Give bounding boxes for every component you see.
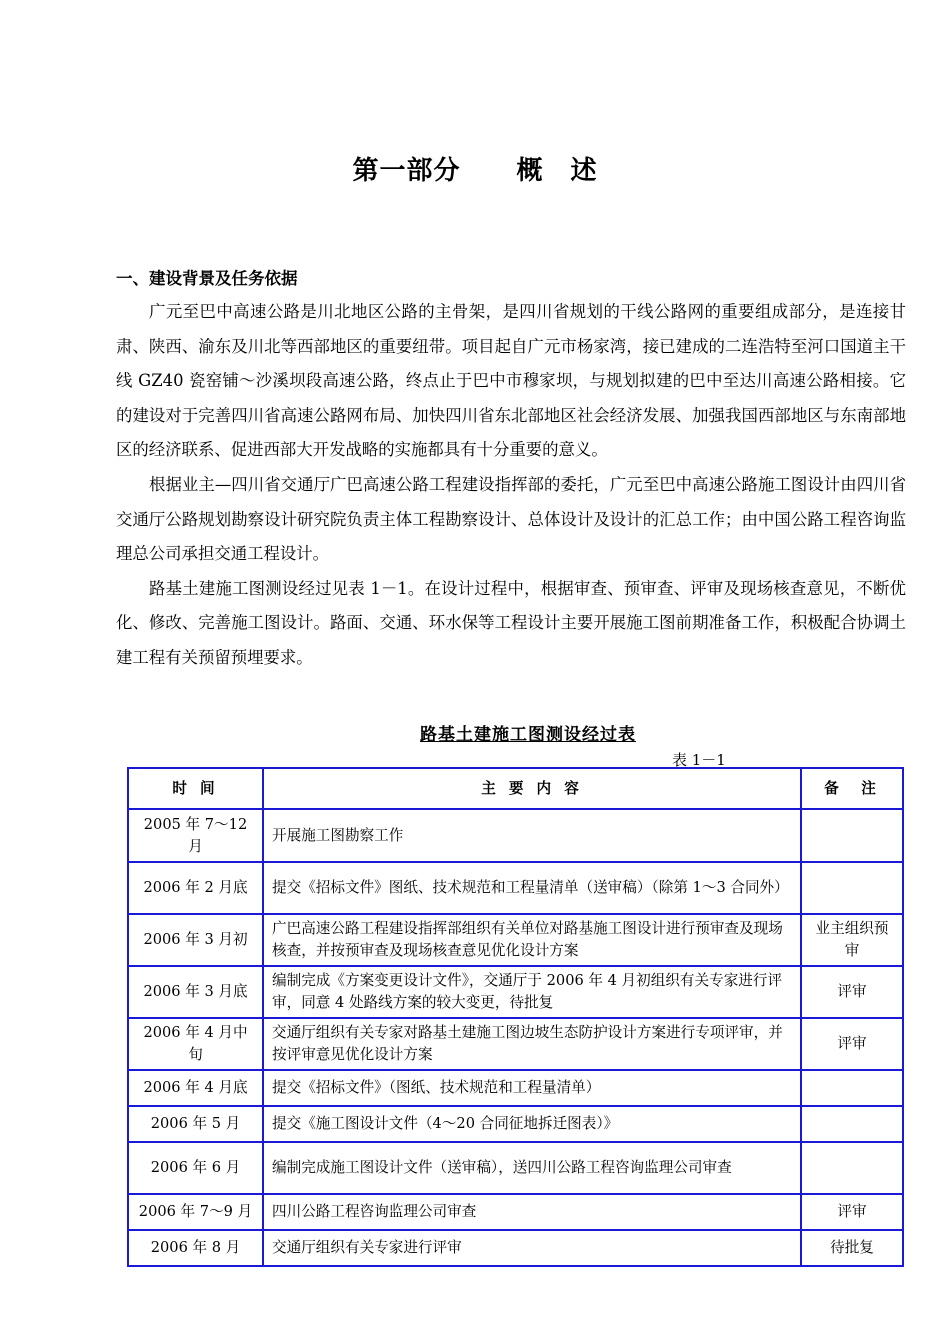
cell-content: 提交《施工图设计文件（4～20 合同征地拆迁图表）》 — [263, 1106, 801, 1142]
table-label: 表 1－1 — [672, 751, 726, 769]
title-part: 第一部分 — [352, 156, 461, 186]
cell-remark — [801, 1142, 903, 1194]
cell-remark: 评审 — [801, 966, 903, 1018]
cell-remark: 待批复 — [801, 1230, 903, 1266]
cell-content: 提交《招标文件》（图纸、技术规范和工程量清单） — [263, 1070, 801, 1106]
cell-remark: 业主组织预审 — [801, 914, 903, 966]
cell-time: 2006 年 2 月底 — [128, 862, 263, 914]
body-text — [116, 295, 906, 676]
page-title — [0, 150, 950, 187]
cell-time: 2005 年 7～12 月 — [128, 809, 263, 862]
process-table — [127, 767, 904, 1267]
cell-remark — [801, 862, 903, 914]
table-header-row — [128, 768, 903, 809]
cell-content: 广巴高速公路工程建设指挥部组织有关单位对路基施工图设计进行预审查及现场核查，并按预审查及现场核查意见优化设计方案 — [263, 914, 801, 966]
table-row — [128, 809, 903, 862]
cell-time: 2006 年 7～9 月 — [128, 1194, 263, 1230]
cell-time: 2006 年 3 月底 — [128, 966, 263, 1018]
cell-content: 编制完成施工图设计文件（送审稿），送四川公路工程咨询监理公司审查 — [263, 1142, 801, 1194]
section-heading: 一、建设背景及任务依据 — [116, 269, 298, 288]
header-time: 时 间 — [128, 768, 263, 809]
header-content: 主 要 内 容 — [263, 768, 801, 809]
table-row — [128, 1142, 903, 1194]
cell-remark — [801, 809, 903, 862]
cell-content: 四川公路工程咨询监理公司审查 — [263, 1194, 801, 1230]
cell-time: 2006 年 4 月底 — [128, 1070, 263, 1106]
table-row — [128, 1018, 903, 1070]
cell-content: 提交《招标文件》图纸、技术规范和工程量清单（送审稿）（除第 1～3 合同外） — [263, 862, 801, 914]
table-title: 路基土建施工图测设经过表 — [420, 725, 636, 745]
cell-time: 2006 年 4 月中旬 — [128, 1018, 263, 1070]
header-remark: 备 注 — [801, 768, 903, 809]
cell-remark: 评审 — [801, 1194, 903, 1230]
cell-remark: 评审 — [801, 1018, 903, 1070]
cell-content: 交通厅组织有关专家对路基土建施工图边坡生态防护设计方案进行专项评审，并按评审意见优化设计方案 — [263, 1018, 801, 1070]
title-name: 概 述 — [516, 156, 598, 186]
cell-content: 开展施工图勘察工作 — [263, 809, 801, 862]
cell-time: 2006 年 5 月 — [128, 1106, 263, 1142]
table-row — [128, 914, 903, 966]
table-row — [128, 1230, 903, 1266]
table-row — [128, 862, 903, 914]
cell-time: 2006 年 3 月初 — [128, 914, 263, 966]
cell-content: 编制完成《方案变更设计文件》，交通厅于 2006 年 4 月初组织有关专家进行评审，同意 4 处路线方案的较大变更，待批复 — [263, 966, 801, 1018]
cell-time: 2006 年 6 月 — [128, 1142, 263, 1194]
cell-content: 交通厅组织有关专家进行评审 — [263, 1230, 801, 1266]
cell-remark — [801, 1070, 903, 1106]
paragraph: 广元至巴中高速公路是川北地区公路的主骨架，是四川省规划的干线公路网的重要组成部分，是连接甘肃、陕西、渝东及川北等西部地区的重要纽带。项目起自广元市杨家湾，接已建成的二连浩特至河口国道主干线 GZ40 瓷窑铺～沙溪坝段高速公路，终点止于巴中市穆家坝，与规划拟建的巴中至达川高速公路相接。它的建设对于完善四川省高速公路网布局、加快四川省东北部地区社会经济发展、加强我国西部地区与东南部地区的经济联系、促进西部大开发战略的实施都具有十分重要的意义。 — [116, 302, 906, 460]
table-row — [128, 1194, 903, 1230]
cell-time: 2006 年 8 月 — [128, 1230, 263, 1266]
table-row — [128, 1106, 903, 1142]
table-row — [128, 966, 903, 1018]
cell-remark — [801, 1106, 903, 1142]
paragraph: 路基土建施工图测设经过见表 1－1。在设计过程中，根据审查、预审查、评审及现场核查意见，不断优化、修改、完善施工图设计。路面、交通、环水保等工程设计主要开展施工图前期准备工作，积极配合协调土建工程有关预留预埋要求。 — [116, 578, 906, 667]
paragraph: 根据业主—四川省交通厅广巴高速公路工程建设指挥部的委托，广元至巴中高速公路施工图设计由四川省交通厅公路规划勘察设计研究院负责主体工程勘察设计、总体设计及设计的汇总工作；由中国公路工程咨询监理总公司承担交通工程设计。 — [116, 474, 906, 564]
table-row — [128, 1070, 903, 1106]
